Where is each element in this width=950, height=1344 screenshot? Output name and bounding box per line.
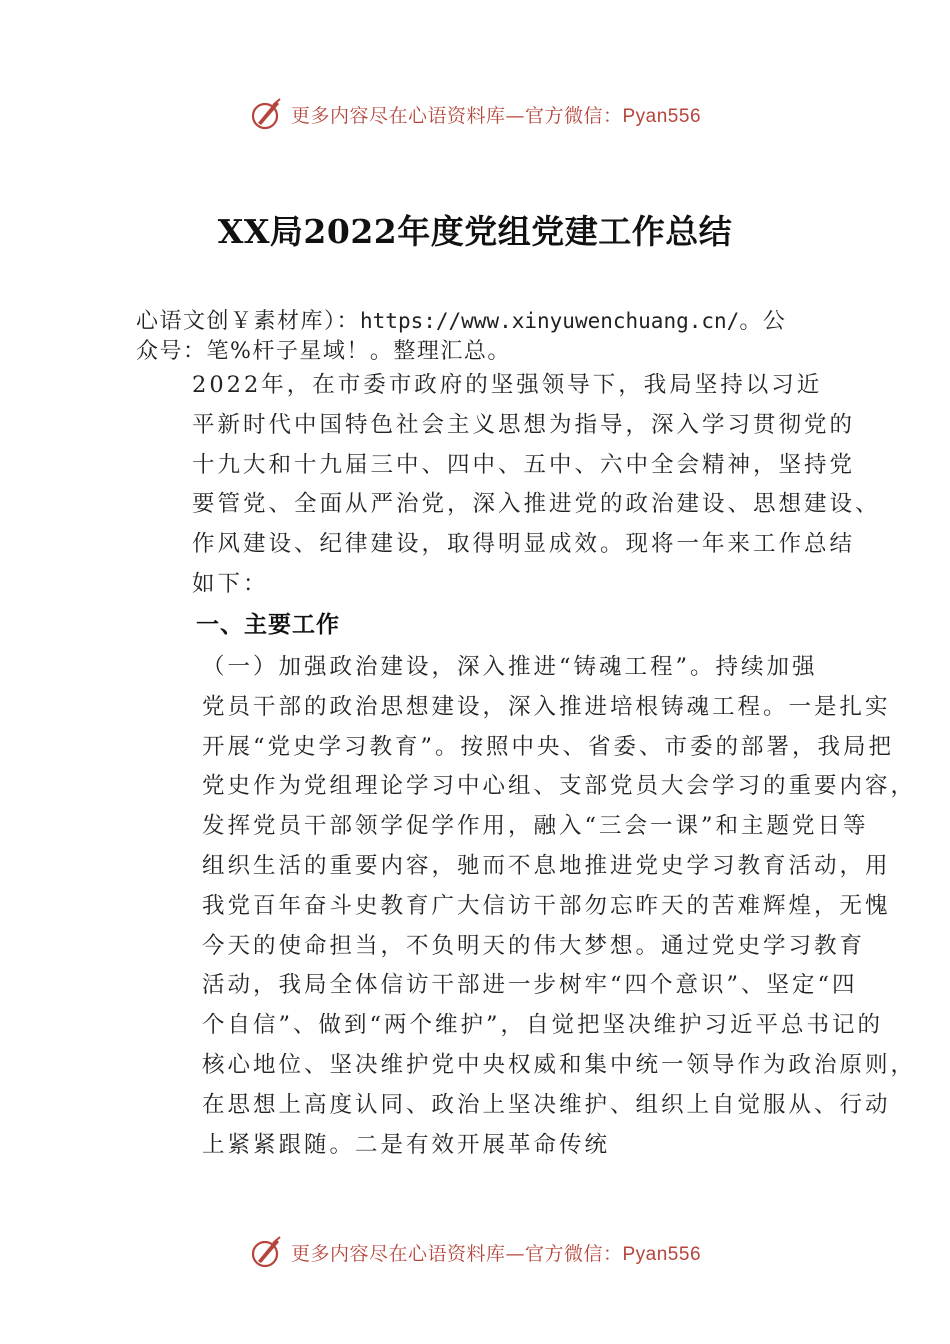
quill-logo-icon	[249, 1234, 285, 1270]
banner-text: 更多内容尽在心语资料库—官方微信：Pyan556	[290, 1242, 702, 1265]
document-title: XX局2022年度党组党建工作总结	[217, 212, 733, 251]
paragraph-intro: 2022年，在市委市政府的坚强领导下，我局坚持以习近 平新时代中国特色社会主义思想为指导，深入学习贯彻党的 十九大和十九届三中、四中、五中、六中全会精神，坚持党 要管党、全面从严治党，深入推进党的政治建设、思想建设、 作风建设、纪律建设，取得明显成效。现将一年来工作总结 如下：	[192, 372, 881, 597]
section-heading: 一、主要工作	[196, 612, 340, 638]
banner-text: 更多内容尽在心语资料库—官方微信：Pyan556	[290, 104, 702, 127]
source-note: 心语文创￥素材库）：https://www.xinyuwenchuang.cn/。公 众号：笔%杆子星域！。整理汇总。	[136, 309, 787, 364]
paragraph-main-work: （一）加强政治建设，深入推进“铸魂工程”。持续加强 党员干部的政治思想建设，深入推进培根铸魂工程。一是扎实 开展“党史学习教育”。按照中央、省委、市委的部署，我局把 党史作为党组理论学习中心组、支部党员大会学习的重要内容， 发挥党员干部领学促学作用，融入“三会一课”和主题党日等 组织生活的重要内容，驰而不息地推进党史学习教育活动，用 我党百年奋斗史教育广大信访干部勿忘昨天的苦难辉煌，无愧 今天的使命担当，不负明天的伟大梦想。通过党史学习教育 活动，我局全体信访干部进一步树牢“四个意识”、坚定“四 个自信”、做到“两个维护”，自觉把坚决维护习近平总书记的 核心地位、坚决维护党中央权威和集中统一领导作为政治原则， 在思想上高度认同、政治上坚决维护、组织上自觉服从、行动 上紧紧跟随。二是有效开展革命传统	[202, 654, 917, 1158]
source-url: https://www.xinyuwenchuang.cn/	[360, 309, 740, 333]
quill-logo-icon	[249, 96, 285, 132]
header-banner	[0, 94, 950, 134]
footer-banner	[0, 1232, 950, 1272]
